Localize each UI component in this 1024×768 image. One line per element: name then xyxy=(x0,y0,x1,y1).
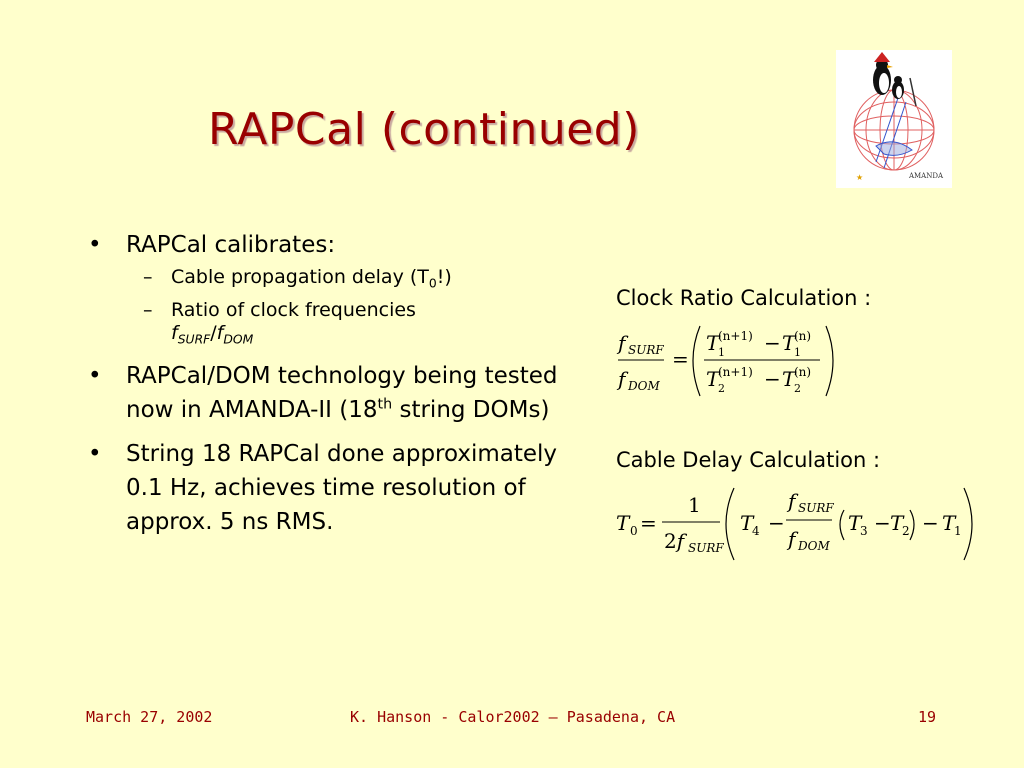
svg-text:3: 3 xyxy=(860,524,868,538)
svg-text:SURF: SURF xyxy=(688,541,724,555)
amanda-logo xyxy=(836,50,952,188)
svg-text:T: T xyxy=(740,511,754,535)
svg-text:T: T xyxy=(782,367,796,391)
svg-text:T: T xyxy=(942,511,956,535)
sub-bullet-formula xyxy=(171,318,578,349)
svg-text:T: T xyxy=(706,367,720,391)
svg-text:−: − xyxy=(764,331,781,355)
footer-date: March 27, 2002 xyxy=(86,708,213,726)
svg-text:−: − xyxy=(764,367,781,391)
bullet-technology-tested xyxy=(88,359,578,427)
svg-text:−: − xyxy=(874,511,891,535)
svg-text:1: 1 xyxy=(794,346,801,359)
svg-text:(n+1): (n+1) xyxy=(718,365,753,379)
svg-text:−: − xyxy=(922,511,939,535)
svg-text:1: 1 xyxy=(688,493,701,517)
subscript: SURF xyxy=(177,332,211,347)
svg-text:(n): (n) xyxy=(794,329,812,343)
svg-text:f: f xyxy=(788,527,796,551)
svg-text:DOM: DOM xyxy=(628,379,660,393)
clock-ratio-equation xyxy=(612,318,852,404)
slide-title: RAPCal (continued) xyxy=(208,104,640,155)
svg-text:=: = xyxy=(640,511,657,535)
bullet-text: string DOMs) xyxy=(392,397,550,423)
svg-text:1: 1 xyxy=(718,346,725,359)
svg-text:T: T xyxy=(616,511,630,535)
f-symbol: f xyxy=(216,322,224,344)
bullet-text: RAPCal/DOM technology being tested now in AMANDA-II (18 xyxy=(126,363,558,423)
sub-bullet-text: Ratio of clock frequencies xyxy=(171,299,416,321)
svg-text:SURF: SURF xyxy=(798,501,834,515)
sub-bullet-text: !) xyxy=(436,266,452,288)
subscript: 0 xyxy=(428,276,437,291)
slide-number: 19 xyxy=(918,708,937,726)
footer-author: K. Hanson - Calor2002 – Pasadena, CA xyxy=(350,708,676,726)
logo-label: AMANDA xyxy=(908,172,944,180)
svg-text:T: T xyxy=(706,331,720,355)
svg-text:2: 2 xyxy=(902,524,910,538)
svg-text:f: f xyxy=(618,367,626,391)
sub-bullet-text: Cable propagation delay (T xyxy=(171,266,429,288)
svg-text:(n): (n) xyxy=(794,365,812,379)
svg-text:2: 2 xyxy=(718,382,725,395)
svg-text:DOM: DOM xyxy=(798,539,830,553)
svg-text:T: T xyxy=(782,331,796,355)
svg-text:2: 2 xyxy=(794,382,801,395)
clock-ratio-label: Clock Ratio Calculation : xyxy=(616,286,872,310)
sub-bullet-cable-delay xyxy=(88,262,578,293)
svg-text:★: ★ xyxy=(856,173,864,182)
bullet-list xyxy=(88,228,578,539)
svg-text:T: T xyxy=(848,511,862,535)
svg-text:0: 0 xyxy=(630,524,638,538)
svg-text:4: 4 xyxy=(752,524,760,538)
sub-bullet-clock-ratio xyxy=(88,295,578,349)
svg-text:1: 1 xyxy=(954,524,962,538)
slash: / xyxy=(210,322,217,344)
cable-delay-label: Cable Delay Calculation : xyxy=(616,448,881,472)
globe-penguin-icon xyxy=(836,50,952,188)
svg-text:=: = xyxy=(672,347,689,371)
svg-text:2f: 2f xyxy=(664,529,685,553)
superscript: th xyxy=(377,396,393,413)
svg-text:f: f xyxy=(788,489,796,513)
bullet-rapcal-calibrates: • RAPCal calibrates: xyxy=(88,228,578,262)
bullet-string-18: • String 18 RAPCal done approximately 0.1 Hz, achieves time resolution of approx. 5 ns RMS. xyxy=(88,437,578,539)
svg-text:−: − xyxy=(768,511,785,535)
svg-text:T: T xyxy=(890,511,904,535)
cable-delay-equation xyxy=(612,484,992,564)
subscript: DOM xyxy=(223,332,254,347)
svg-text:f: f xyxy=(618,331,626,355)
f-symbol: f xyxy=(171,322,178,344)
svg-text:(n+1): (n+1) xyxy=(718,329,753,343)
svg-text:SURF: SURF xyxy=(628,343,664,357)
